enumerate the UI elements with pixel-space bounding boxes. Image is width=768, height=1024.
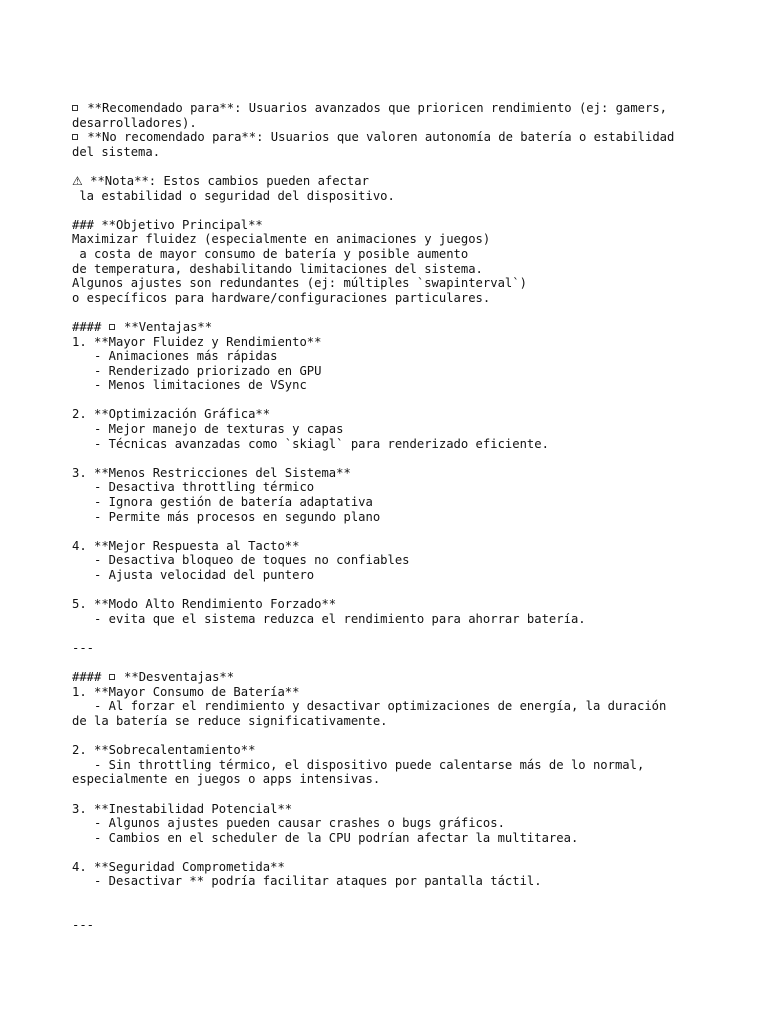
blank-line <box>72 845 762 860</box>
desventaja-item-detail: especialmente en juegos o apps intensivas. <box>72 772 381 787</box>
no-recomendado-line: **No recomendado para**: Usuarios que valoren autonomía de batería o estabilidad <box>72 130 762 145</box>
ventaja-item <box>72 539 762 597</box>
ventaja-item-detail: - Técnicas avanzadas como `skiagl` para renderizado eficiente. <box>72 436 549 451</box>
ventaja-item-detail: - Renderizado priorizado en GPU <box>72 363 322 378</box>
blank-line <box>72 626 762 641</box>
ventaja-item-detail: - Permite más procesos en segundo plano <box>72 509 381 524</box>
blank-line <box>72 904 762 919</box>
desventaja-item-title: 4. **Seguridad Comprometida** <box>72 859 285 874</box>
ventaja-item-detail: - Mejor manejo de texturas y capas <box>72 422 344 437</box>
box-icon <box>72 105 78 111</box>
objetivo-line: o específicos para hardware/configuraciones particulares. <box>72 290 491 305</box>
box-icon <box>109 674 115 680</box>
ventaja-item-title: 3. **Menos Restricciones del Sistema** <box>72 465 351 480</box>
ventaja-item <box>72 407 762 465</box>
objetivo-line: Maximizar fluidez (especialmente en animaciones y juegos) <box>72 232 491 247</box>
ventaja-item-detail: - Animaciones más rápidas <box>72 349 278 364</box>
objetivo-line: Algunos ajustes son redundantes (ej: múltiples `swapinterval`) <box>72 276 527 291</box>
ventaja-item-detail: - Desactiva throttling térmico <box>72 480 315 495</box>
desventaja-item <box>72 802 762 860</box>
desventaja-item-title: 1. **Mayor Consumo de Batería** <box>72 684 300 699</box>
recomendado-line-cont: desarrolladores). <box>72 115 197 130</box>
desventaja-item-detail: - Al forzar el rendimiento y desactivar optimizaciones de energía, la duración <box>72 699 667 714</box>
desventaja-item <box>72 685 762 743</box>
final-separator: --- <box>72 918 95 933</box>
desventaja-item-title: 2. **Sobrecalentamiento** <box>72 743 256 758</box>
desventaja-item-title: 3. **Inestabilidad Potencial** <box>72 801 293 816</box>
nota-line: ⚠ **Nota**: Estos cambios pueden afectar <box>72 173 369 188</box>
desventaja-item <box>72 860 762 904</box>
ventaja-item-title: 1. **Mayor Fluidez y Rendimiento** <box>72 334 322 349</box>
ventaja-item-title: 5. **Modo Alto Rendimiento Forzado** <box>72 597 337 612</box>
separator: --- <box>72 640 95 655</box>
desventajas-heading: #### **Desventajas** <box>72 670 235 685</box>
ventaja-item <box>72 335 762 408</box>
ventaja-item <box>72 466 762 539</box>
box-icon <box>109 324 115 330</box>
objetivo-line: a costa de mayor consumo de batería y posible aumento <box>72 246 469 261</box>
no-recomendado-line-cont: del sistema. <box>72 144 161 159</box>
blank-line <box>72 583 762 598</box>
nota-line-cont: la estabilidad o seguridad del dispositivo. <box>72 188 395 203</box>
objetivo-line: de temperatura, deshabilitando limitaciones del sistema. <box>72 261 483 276</box>
blank-line <box>72 203 762 218</box>
ventaja-item-detail: - Ajusta velocidad del puntero <box>72 568 315 582</box>
objetivo-heading: ### **Objetivo Principal** <box>72 217 263 232</box>
ventajas-list <box>72 335 762 641</box>
blank-line <box>72 889 762 904</box>
desventaja-item-detail: - Algunos ajustes pueden causar crashes o bugs gráficos. <box>72 816 505 831</box>
desventaja-item-detail: de la batería se reduce significativamente. <box>72 713 388 728</box>
warning-icon: ⚠ <box>72 173 83 188</box>
objetivo-body <box>72 232 762 305</box>
document-page <box>72 101 762 933</box>
blank-line <box>72 159 762 174</box>
desventaja-item-detail: - Cambios en el scheduler de la CPU podrían afectar la multitarea. <box>72 830 579 845</box>
recomendado-line: **Recomendado para**: Usuarios avanzados que prioricen rendimiento (ej: gamers, <box>72 101 762 116</box>
box-icon <box>72 134 78 140</box>
ventaja-item-detail: - Ignora gestión de batería adaptativa <box>72 495 373 510</box>
ventaja-item-title: 2. **Optimización Gráfica** <box>72 407 271 422</box>
blank-line <box>72 656 762 671</box>
blank-line <box>72 524 762 539</box>
ventajas-heading: #### **Ventajas** <box>72 319 213 334</box>
desventaja-item-detail: - Sin throttling térmico, el dispositivo puede calentarse más de lo normal, <box>72 757 645 772</box>
blank-line <box>72 787 762 802</box>
desventajas-list <box>72 685 762 904</box>
ventaja-item-detail: - Menos limitaciones de VSync <box>72 378 307 393</box>
ventaja-item-detail: - evita que el sistema reduzca el rendimiento para ahorrar batería. <box>72 611 586 626</box>
blank-line <box>72 729 762 744</box>
blank-line <box>72 305 762 320</box>
blank-line <box>72 393 762 408</box>
ventaja-item-title: 4. **Mejor Respuesta al Tacto** <box>72 538 300 553</box>
blank-line <box>72 451 762 466</box>
ventaja-item <box>72 597 762 641</box>
desventaja-item-detail: - Desactivar ** podría facilitar ataques por pantalla táctil. <box>72 874 542 889</box>
desventaja-item <box>72 743 762 801</box>
ventaja-item-detail: - Desactiva bloqueo de toques no confiables <box>72 553 410 568</box>
